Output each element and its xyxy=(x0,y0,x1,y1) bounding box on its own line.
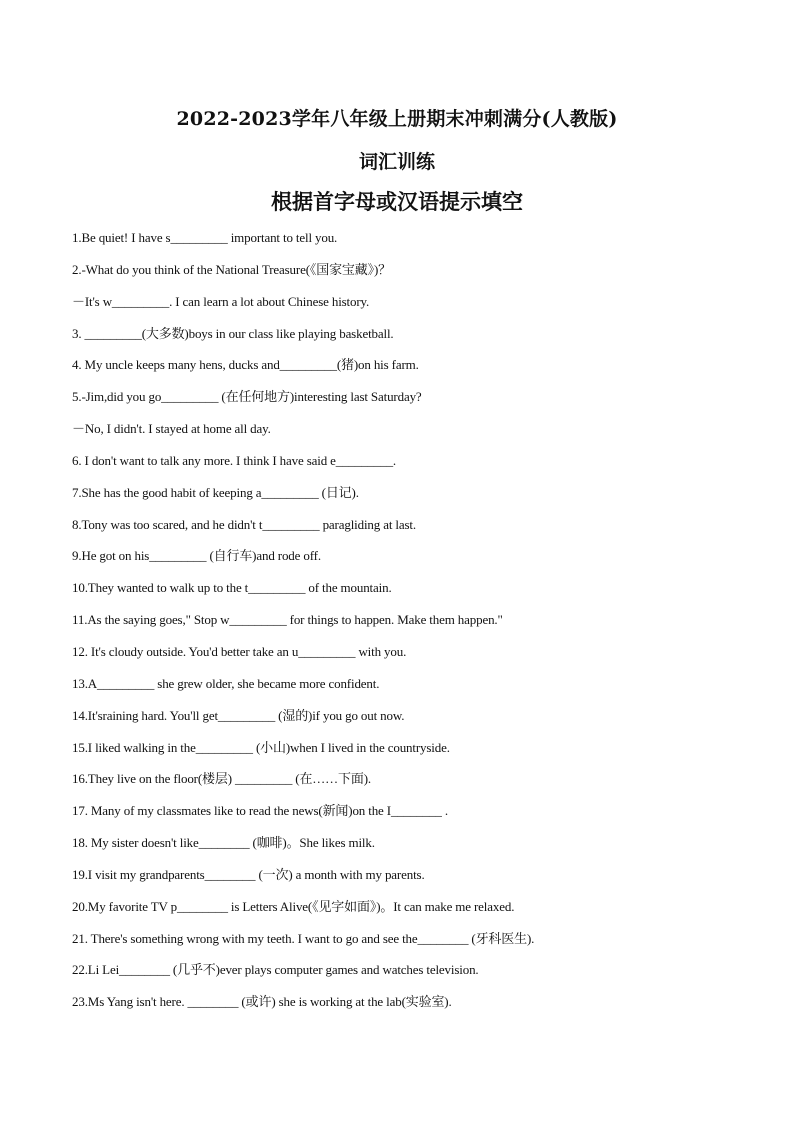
question-line: 20.My favorite TV p________ is Letters Alive(《见字如面》)。It can make me relaxed. xyxy=(72,898,515,914)
question-line: 2.-What do you think of the National Treasure(《国家宝藏》)？ xyxy=(72,261,392,277)
question-line: 22.Li Lei________ (几乎不)ever plays computer games and watches television. xyxy=(72,962,479,978)
question-line: 4. My uncle keeps many hens, ducks and_________(猪)on his farm. xyxy=(72,357,419,373)
question-line: 23.Ms Yang isn't here. ________ (或许) she is working at the lab(实验室). xyxy=(72,994,452,1010)
question-line: 16.They live on the floor(楼层) _________ (在……下面). xyxy=(72,771,371,787)
question-line: 1.Be quiet! I have s_________ important to tell you. xyxy=(72,230,338,245)
answer-line: －It's w_________. I can learn a lot about Chinese history. xyxy=(72,293,370,309)
question-line: 18. My sister doesn't like________ (咖啡)。She likes milk. xyxy=(72,835,375,851)
question-line: 10.They wanted to walk up to the t_________ of the mountain. xyxy=(72,580,392,596)
question-line: 21. There's something wrong with my teeth. I want to go and see the________ (牙科医生). xyxy=(72,930,535,946)
question-list xyxy=(72,228,762,1024)
question-line: 6. I don't want to talk any more. I think I have said e_________. xyxy=(72,452,397,468)
question-line: 12. It's cloudy outside. You'd better take an u_________ with you. xyxy=(72,643,407,659)
question-line: 15.I liked walking in the_________ (小山)when I lived in the countryside. xyxy=(72,739,450,755)
question-line: 7.She has the good habit of keeping a_________ (日记). xyxy=(72,484,359,500)
answer-line: －No, I didn't. I stayed at home all day. xyxy=(72,421,271,437)
question-line: 8.Tony was too scared, and he didn't t_________ paragliding at last. xyxy=(72,516,416,532)
question-line: 17. Many of my classmates like to read the news(新闻)on the I________ . xyxy=(72,803,448,819)
question-line: 3. _________(大多数)boys in our class like playing basketball. xyxy=(72,325,394,341)
question-line: 9.He got on his_________ (自行车)and rode off. xyxy=(72,548,321,564)
question-line: 11.As the saying goes," Stop w_________ for things to happen. Make them happen." xyxy=(72,612,503,628)
question-line: 13.A_________ she grew older, she became more confident. xyxy=(72,675,380,691)
section-heading: 根据首字母或汉语提示填空 xyxy=(271,189,523,214)
question-line: 19.I visit my grandparents________ (一次) a month with my parents. xyxy=(72,866,425,882)
worksheet-title: 2022-2023学年八年级上册期末冲刺满分(人教版) xyxy=(176,108,618,130)
worksheet-subtitle: 词汇训练 xyxy=(358,151,435,173)
question-line: 14.It'sraining hard. You'll get_________ (湿的)if you go out now. xyxy=(72,707,405,723)
question-line: 5.-Jim,did you go_________ (在任何地方)interesting last Saturday? xyxy=(72,389,422,405)
